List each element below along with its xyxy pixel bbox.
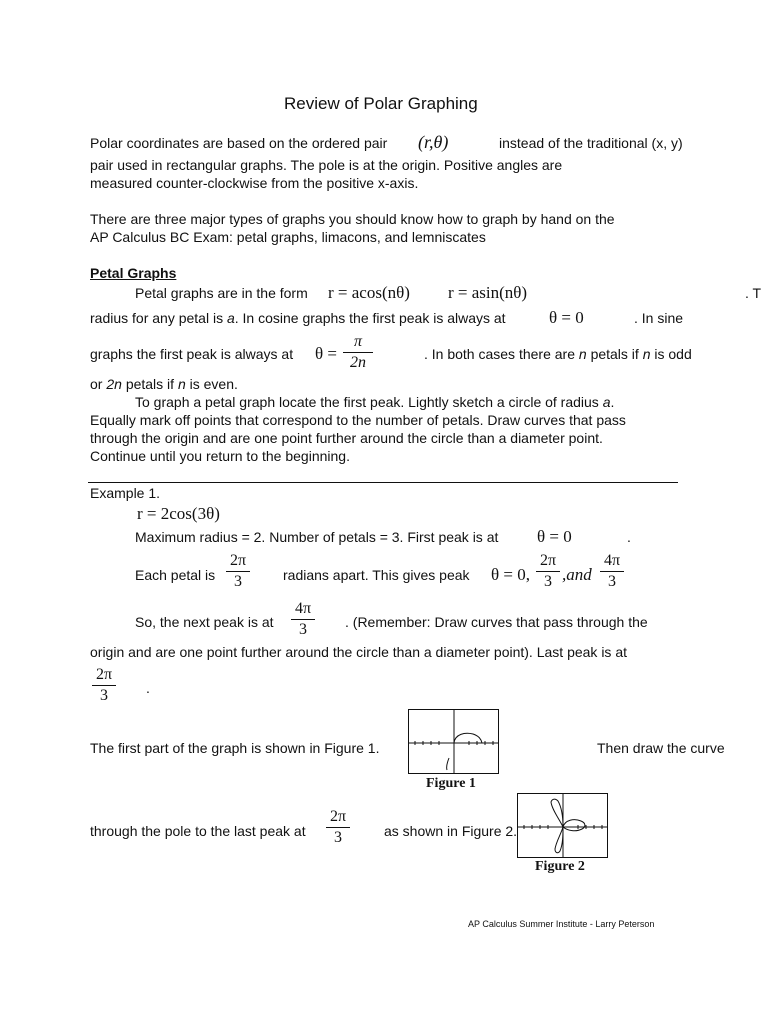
petal-curve-upper: [551, 799, 563, 827]
two-pi-over-three-3: [92, 666, 116, 705]
types-line-1: There are three major types of graphs you should know how to graph by hand on the: [90, 211, 615, 227]
petal-curve-lower: [555, 827, 563, 853]
peak-theta: θ = 0,: [491, 565, 530, 584]
petal-form-sin: r = asin(nθ): [448, 283, 528, 302]
fraction-bar: [92, 685, 116, 686]
petal-form-text: Petal graphs are in the form: [135, 285, 308, 301]
steps-var-a: a: [602, 394, 611, 410]
or-text-a: or: [90, 376, 103, 392]
petal-heading-text: Petal Graphs: [90, 265, 177, 281]
figure-1-plot: [409, 710, 498, 773]
three-den-6: 3: [334, 829, 342, 846]
max-line: Maximum radius = 2. Number of petals = 3. First peak is at: [135, 529, 499, 545]
n-var-3: n: [177, 376, 186, 392]
types-line-2: AP Calculus BC Exam: petal graphs, limacons, and lemniscates: [90, 229, 486, 245]
page-footer: AP Calculus Summer Institute - Larry Peterson: [468, 919, 655, 929]
three-den-1: 3: [234, 573, 242, 590]
two-pi-over-three-2: [536, 552, 560, 591]
petal-cut-text: . T: [745, 285, 762, 301]
origin-line: origin and are one point further around the circle than a diameter point). Last peak is at: [90, 644, 627, 660]
through-text-a: through the pole to the last peak at: [90, 823, 306, 839]
through-text-b: as shown in Figure 2.: [384, 823, 518, 839]
two-pi-num-4: 2π: [329, 808, 347, 825]
first-part-text: The first part of the graph is shown in Figure 1.: [90, 740, 380, 756]
two-pi-num-2: 2π: [539, 552, 557, 569]
three-den-4: 3: [299, 621, 307, 638]
two-pi-num-3: 2π: [95, 666, 113, 683]
each-text-b: radians apart. This gives peak: [283, 567, 470, 583]
intro-line-1b: instead of the traditional (x, y): [499, 135, 683, 151]
four-pi-over-three-1: [600, 552, 624, 591]
max-end: .: [627, 529, 631, 545]
max-theta: θ = 0: [537, 527, 572, 546]
or-line: [90, 376, 238, 392]
three-den-2: 3: [544, 573, 552, 590]
example-equation: r = 2cos(3θ): [137, 504, 220, 523]
steps-text-1: To graph a petal graph locate the first peak. Lightly sketch a circle of radius: [135, 394, 599, 410]
two-pi-num-1: 2π: [229, 552, 247, 569]
each-text-a: Each petal is: [135, 567, 216, 583]
sine-text-a: graphs the first peak is always at: [90, 346, 294, 362]
or-text-b: petals if: [125, 376, 175, 392]
steps-end: .: [610, 394, 615, 410]
figure-2-graph: [517, 793, 608, 858]
steps-line-1: [135, 394, 614, 410]
figure-1-graph: [408, 709, 499, 774]
page-title: Review of Polar Graphing: [284, 94, 478, 113]
example-label: Example 1.: [90, 485, 161, 501]
steps-line-3: through the origin and are one point further around the circle than a diameter point.: [90, 430, 603, 446]
or-text-c: is even.: [189, 376, 238, 392]
then-draw-text: Then draw the curve: [597, 740, 725, 756]
figure-2-plot: [518, 794, 607, 857]
radius-line: [90, 310, 506, 326]
two-pi-over-three-1: [226, 552, 250, 591]
or-var: 2n: [106, 376, 122, 392]
fraction-bar: [600, 571, 624, 572]
intro-line-2: pair used in rectangular graphs. The pole is at the origin. Positive angles are: [90, 157, 563, 173]
radius-text-a: radius for any petal is: [90, 310, 224, 326]
four-pi-num-2: 4π: [294, 600, 312, 617]
sine-text-c: petals if: [590, 346, 639, 362]
three-den-5: 3: [100, 687, 108, 704]
sine-text-d: is odd: [654, 346, 692, 362]
petal-curve-right: [563, 820, 585, 831]
fraction-bar: [226, 571, 250, 572]
and-text: ,and: [562, 565, 592, 584]
pi-denominator: 2n: [350, 354, 366, 371]
petal-curve-1: [454, 733, 482, 743]
figure-2-caption: Figure 2: [535, 859, 585, 874]
n-var-2: n: [642, 346, 651, 362]
two-pi-over-three-4: [326, 808, 350, 847]
steps-line-4: Continue until you return to the beginning.: [90, 448, 350, 464]
three-den-3: 3: [608, 573, 616, 590]
fraction-bar: [343, 352, 373, 353]
four-pi-num-1: 4π: [603, 552, 621, 569]
n-var-1: n: [578, 346, 587, 362]
figure-1-caption: Figure 1: [426, 776, 476, 791]
theta-zero: θ = 0: [549, 308, 584, 327]
section-divider: [88, 482, 678, 483]
next-text-b: . (Remember: Draw curves that pass through the: [345, 614, 648, 630]
last-dot: .: [146, 680, 150, 696]
steps-line-2: Equally mark off points that correspond to the number of petals. Draw curves that pass: [90, 412, 626, 428]
next-text-a: So, the next peak is at: [135, 614, 274, 630]
four-pi-over-three-2: [291, 600, 315, 639]
radius-var: a: [226, 310, 235, 326]
sine-line-rest: [424, 346, 692, 362]
petal-curve-1b: [447, 758, 449, 770]
sine-text-b: . In both cases there are: [424, 346, 575, 362]
petal-heading: [90, 265, 176, 281]
radius-text-c: . In sine: [634, 310, 684, 326]
fraction-bar: [536, 571, 560, 572]
intro-line-1a: Polar coordinates are based on the ordered pair: [90, 135, 388, 151]
intro-line-3: measured counter-clockwise from the positive x-axis.: [90, 175, 419, 191]
sine-theta-eq: θ =: [315, 344, 337, 363]
fraction-bar: [326, 827, 350, 828]
radius-text-b: . In cosine graphs the first peak is always at: [234, 310, 506, 326]
fraction-bar: [291, 619, 315, 620]
ordered-pair: (r,θ): [418, 132, 449, 152]
pi-over-2n: [343, 333, 373, 372]
pi-numerator: π: [353, 333, 362, 350]
petal-form-cos: r = acos(nθ): [328, 283, 410, 302]
